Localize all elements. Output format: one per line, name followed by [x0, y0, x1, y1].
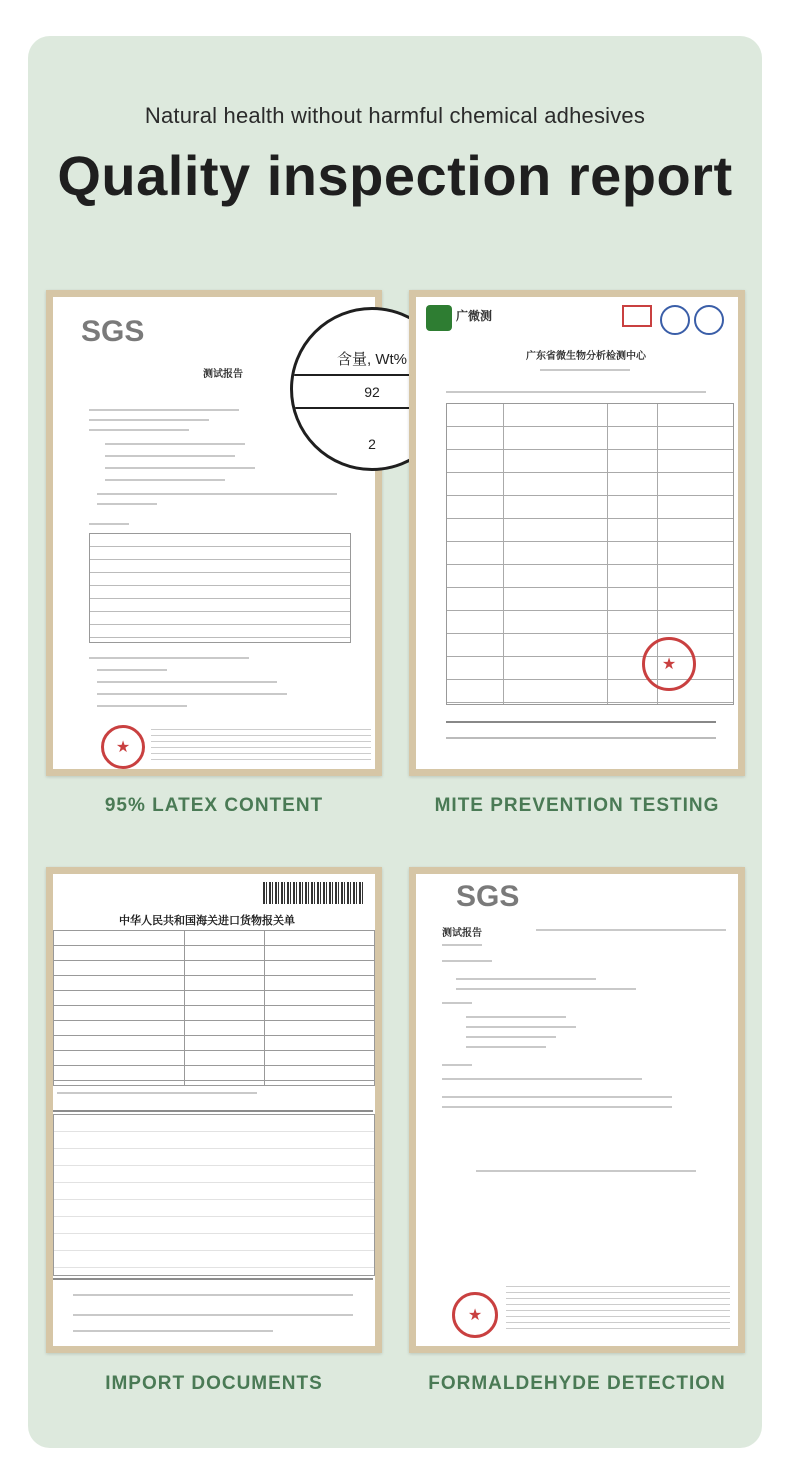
goods-list — [53, 1114, 375, 1276]
ma-badge-icon — [622, 305, 652, 327]
report-title: 测试报告 — [203, 369, 243, 380]
red-seal-stamp — [642, 637, 696, 691]
results-table — [89, 533, 351, 643]
magnifier-header: 含量, Wt% — [337, 351, 407, 368]
ilac-mra-icon — [660, 305, 690, 335]
center-title: 广东省微生物分析检测中心 — [526, 351, 646, 362]
sgs-stamp — [101, 725, 145, 769]
report-title-2: 测试报告 — [442, 928, 482, 939]
mite-report-card — [409, 290, 745, 776]
formaldehyde-document — [416, 874, 738, 1346]
page-subtitle: Natural health without harmful chemical adhesives — [144, 103, 646, 128]
caption-import: IMPORT DOCUMENTS — [105, 1373, 323, 1394]
gmicro-logo-text: 广微测 — [456, 309, 493, 323]
magnifier-value-2: 2 — [368, 436, 376, 452]
caption-latex: 95% LATEX CONTENT — [104, 795, 324, 816]
customs-title: 中华人民共和国海关进口货物报关单 — [119, 915, 295, 927]
caption-mite: MITE PREVENTION TESTING — [434, 795, 720, 816]
barcode-icon — [263, 882, 363, 904]
import-docs-document — [53, 874, 375, 1346]
caption-formaldehyde: FORMALDEHYDE DETECTION — [428, 1373, 726, 1394]
mite-report-document — [416, 297, 738, 769]
cnas-icon — [694, 305, 724, 335]
sgs-stamp-2 — [452, 1292, 498, 1338]
sgs-logo: SGS — [81, 315, 145, 348]
import-docs-card — [46, 867, 382, 1353]
page-title: Quality inspection report — [57, 144, 733, 207]
declaration-table — [53, 930, 375, 1086]
gmicro-logo-icon — [426, 305, 452, 331]
magnifier-value: 92 — [364, 384, 380, 400]
sgs-logo-2: SGS — [456, 880, 520, 913]
formaldehyde-card — [409, 867, 745, 1353]
